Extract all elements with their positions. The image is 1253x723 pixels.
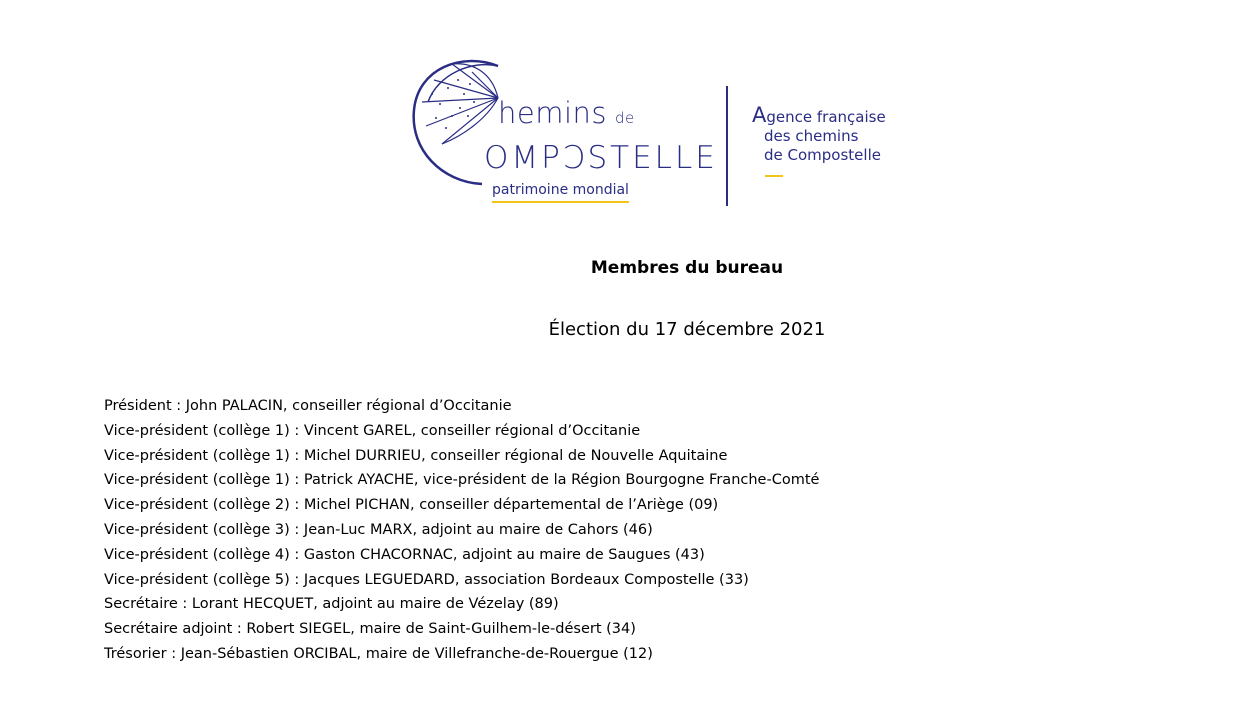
- member-line: Secrétaire adjoint : Robert SIEGEL, maire de Saint-Guilhem-le-désert (34): [104, 621, 636, 638]
- member-line: Vice-président (collège 1) : Patrick AYACHE, vice-président de la Région Bourgogne Franche-Comté: [104, 472, 820, 489]
- agency-line1: gence française: [766, 108, 886, 126]
- member-line: Vice-président (collège 1) : Michel DURRIEU, conseiller régional de Nouvelle Aquitaine: [104, 447, 728, 464]
- member-line: Vice-président (collège 1) : Vincent GAREL, conseiller régional d’Occitanie: [104, 422, 641, 439]
- member-line: Vice-président (collège 5) : Jacques LEGUEDARD, association Bordeaux Compostelle (33): [104, 571, 749, 588]
- member-line: Président : John PALACIN, conseiller régional d’Occitanie: [104, 398, 512, 414]
- agency-line2: des chemins: [764, 127, 859, 145]
- brand-word-chemins: hemins: [498, 96, 608, 130]
- agency-accent-bar: [765, 175, 783, 177]
- page-title: Membres du bureau: [590, 258, 784, 278]
- brand-tagline: patrimoine mondial: [492, 182, 629, 203]
- member-line: Trésorier : Jean-Sébastien ORCIBAL, maire de Villefranche-de-Rouergue (12): [104, 645, 653, 662]
- agency-name: [752, 103, 886, 165]
- member-line: Vice-président (collège 3) : Jean-Luc MARX, adjoint au maire de Cahors (46): [104, 521, 653, 538]
- member-line: Vice-président (collège 2) : Michel PICHAN, conseiller départemental de l’Ariège (09): [104, 497, 719, 514]
- brand-name-line1: [498, 96, 635, 130]
- brand-word-de: de: [615, 109, 635, 127]
- member-line: Vice-président (collège 4) : Gaston CHACORNAC, adjoint au maire de Saugues (43): [104, 546, 705, 563]
- agency-initial: A: [752, 103, 767, 127]
- agency-line3: de Compostelle: [764, 146, 881, 164]
- logo-divider: [726, 86, 728, 206]
- member-line: Secrétaire : Lorant HECQUET, adjoint au maire de Vézelay (89): [104, 596, 559, 613]
- brand-name-line2: OMPↃSTELLE: [484, 140, 718, 176]
- page-subtitle: Élection du 17 décembre 2021: [548, 319, 826, 340]
- members-list: [104, 394, 819, 667]
- header-logo: [412, 58, 912, 210]
